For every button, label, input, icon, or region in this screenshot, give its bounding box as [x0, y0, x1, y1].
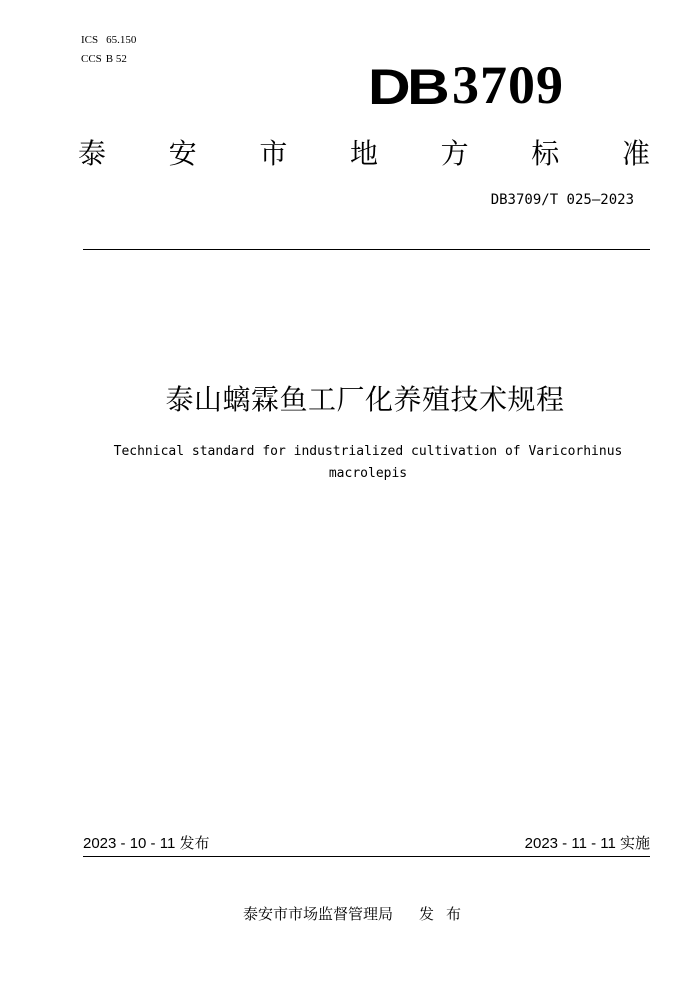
bottom-divider	[83, 856, 650, 857]
db-logo	[368, 55, 600, 116]
top-divider	[83, 249, 650, 250]
ics-code: 65.150	[106, 34, 137, 46]
document-title-cn: 泰山螭霖鱼工厂化养殖技术规程	[165, 383, 565, 416]
local-standard-char: 方	[440, 137, 469, 170]
release-date-value: 2023 - 10 - 11	[83, 835, 176, 852]
publisher-line	[0, 903, 700, 925]
implement-date-value: 2023 - 11 - 11	[524, 835, 616, 852]
ccs-code: B 52	[105, 53, 127, 65]
local-standard-heading	[78, 136, 650, 172]
local-standard-char: 地	[349, 137, 378, 170]
local-standard-char: 标	[531, 137, 560, 170]
document-title-en: Technical standard for industrialized cultivation of Varicorhinus macrolepis	[113, 444, 623, 481]
standard-number: DB3709/T 025—2023	[490, 192, 634, 208]
db-logo-number: 3709	[452, 55, 564, 115]
implement-label: 实施	[619, 835, 650, 852]
ccs-line	[81, 52, 127, 66]
db-logo-letters: DB	[368, 59, 447, 115]
ics-label: ICS	[81, 34, 99, 46]
release-label: 发布	[179, 835, 210, 852]
local-standard-char: 市	[259, 137, 288, 170]
ics-line	[81, 33, 136, 47]
implement-date	[525, 834, 650, 854]
local-standard-char: 泰	[78, 137, 107, 170]
ccs-label: CCS	[81, 53, 102, 65]
publisher-org: 泰安市市场监督管理局	[242, 905, 393, 923]
publisher-action: 发布	[419, 905, 474, 923]
local-standard-char: 安	[168, 137, 197, 170]
local-standard-char: 准	[621, 137, 650, 170]
release-date	[83, 834, 209, 854]
